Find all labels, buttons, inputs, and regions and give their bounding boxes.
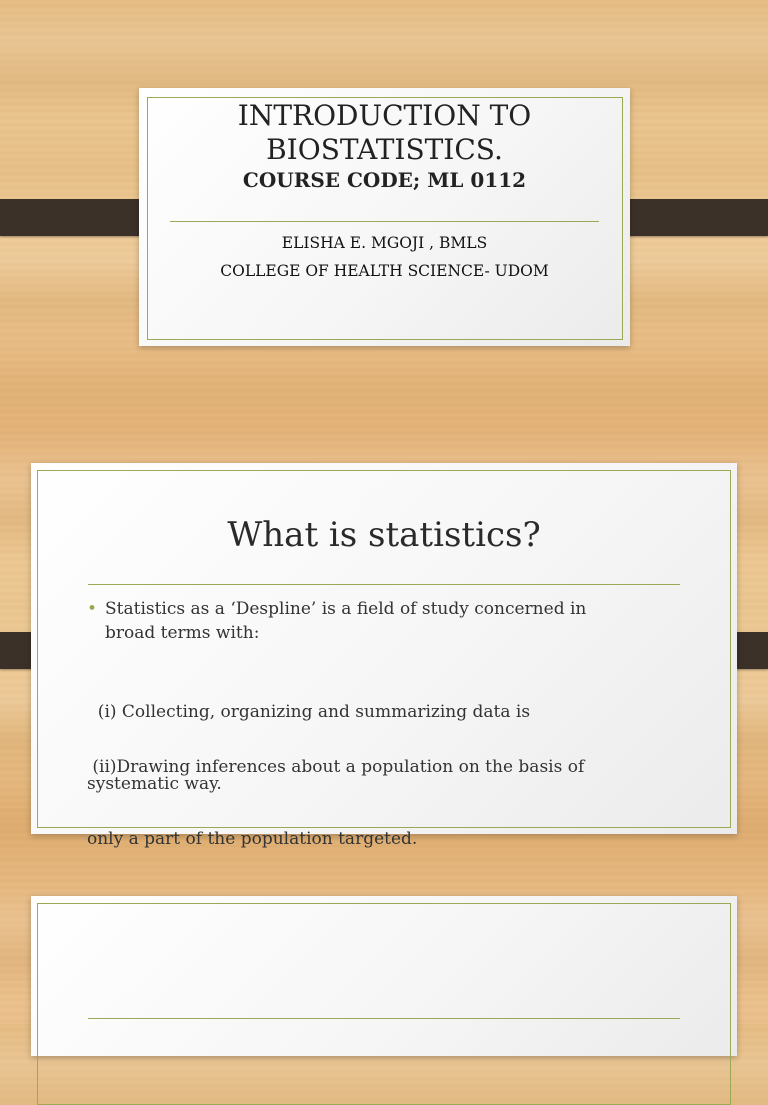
next-slide	[31, 896, 737, 1056]
bullet-icon: •	[87, 599, 98, 619]
title-slide	[139, 88, 630, 346]
point-two-line1: (ii)Drawing inferences about a population on the basis of	[87, 757, 585, 777]
institution-name: COLLEGE OF HEALTH SCIENCE- UDOM	[220, 262, 549, 280]
course-code: COURSE CODE; ML 0112	[242, 168, 527, 192]
next-slide-frame	[37, 903, 731, 1105]
slide-title-line2: BIOSTATISTICS.	[266, 133, 503, 166]
bullet-line1: Statistics as a ‘Despline’ is a field of study concerned in	[105, 599, 587, 619]
slide1-strap-right	[613, 199, 768, 236]
next-slide-divider	[88, 1018, 680, 1019]
point-two	[87, 707, 707, 899]
author-name: ELISHA E. MGOJI , BMLS	[281, 234, 488, 252]
point-two-line2: only a part of the population targeted.	[87, 829, 418, 849]
bullet-line2: broad terms with:	[105, 623, 260, 643]
point-one-line2: systematic way.	[87, 774, 222, 794]
slide-heading: What is statistics?	[227, 515, 541, 555]
point-one-line1: (i) Collecting, organizing and summarizing data is	[87, 702, 531, 722]
slide1-strap-left	[0, 199, 155, 236]
slide-title-line1: INTRODUCTION TO	[237, 99, 532, 132]
content-slide	[31, 463, 737, 849]
heading-divider	[88, 584, 680, 585]
bullet-item	[87, 597, 725, 645]
title-divider	[170, 221, 599, 222]
